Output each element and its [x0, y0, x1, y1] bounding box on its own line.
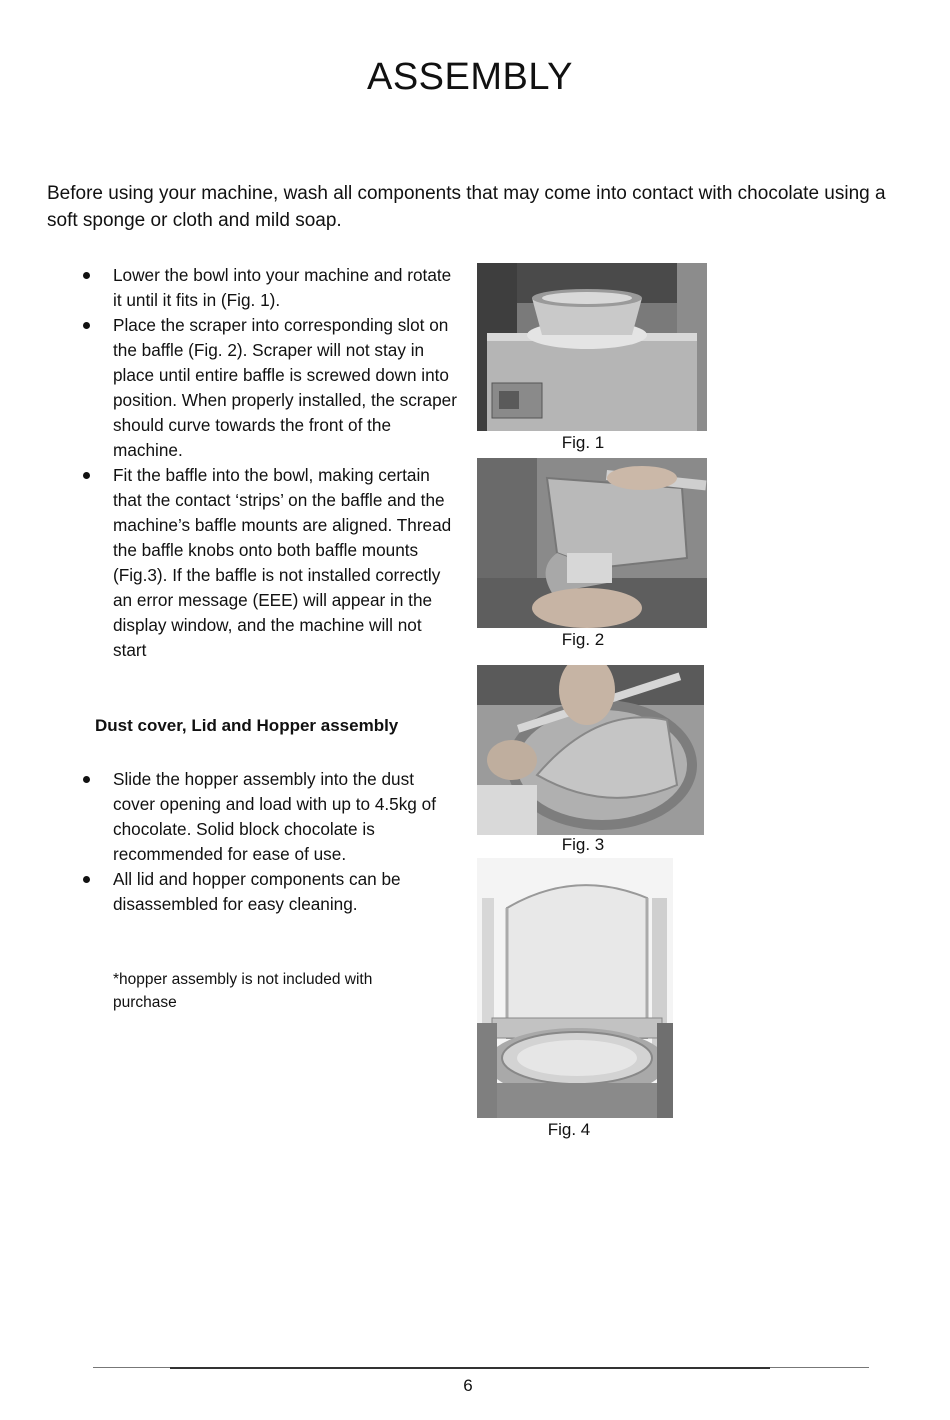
figure-2-photo [477, 458, 707, 628]
list-item: Place the scraper into corresponding slot on the baffle (Fig. 2). Scraper will not stay in place until entire baffle is screwed down into position. When properly installed, the scraper should curve towards the front of the machine. [78, 313, 458, 463]
footnote: *hopper assembly is not included with purchase [113, 971, 373, 1011]
figure-1-photo [477, 263, 707, 431]
page-title: ASSEMBLY [366, 56, 574, 98]
figure-3-caption: Fig. 3 [561, 835, 605, 854]
figure-2-caption: Fig. 2 [561, 630, 605, 649]
list-item: Lower the bowl into your machine and rotate it until it fits in (Fig. 1). [78, 263, 458, 313]
figure-4-caption: Fig. 4 [547, 1120, 591, 1139]
section-heading: Dust cover, Lid and Hopper assembly [95, 716, 399, 735]
intro-paragraph: Before using your machine, wash all components that may come into contact with chocolate using a soft sponge or cloth and mild soap. [47, 183, 886, 231]
list-item: All lid and hopper components can be disassembled for easy cleaning. [78, 867, 458, 917]
list-item: Slide the hopper assembly into the dust cover opening and load with up to 4.5kg of chocolate. Solid block chocolate is recommended for ease of use. [78, 767, 458, 867]
assembly-steps-list [78, 263, 458, 663]
list-item: Fit the baffle into the bowl, making certain that the contact ‘strips’ on the baffle and the machine’s baffle mounts are aligned. Thread the baffle knobs onto both baffle mounts (Fig.3). If the baffle is not installed correctly an error message (EEE) will appear in the display window, and the machine will not start [78, 463, 458, 663]
footer-divider-shadow [170, 1367, 770, 1369]
figure-4-photo [477, 858, 673, 1118]
figure-3-photo [477, 665, 704, 835]
figure-1-caption: Fig. 1 [561, 433, 605, 452]
hopper-steps-list [78, 767, 458, 917]
page-number: 6 [463, 1376, 473, 1395]
